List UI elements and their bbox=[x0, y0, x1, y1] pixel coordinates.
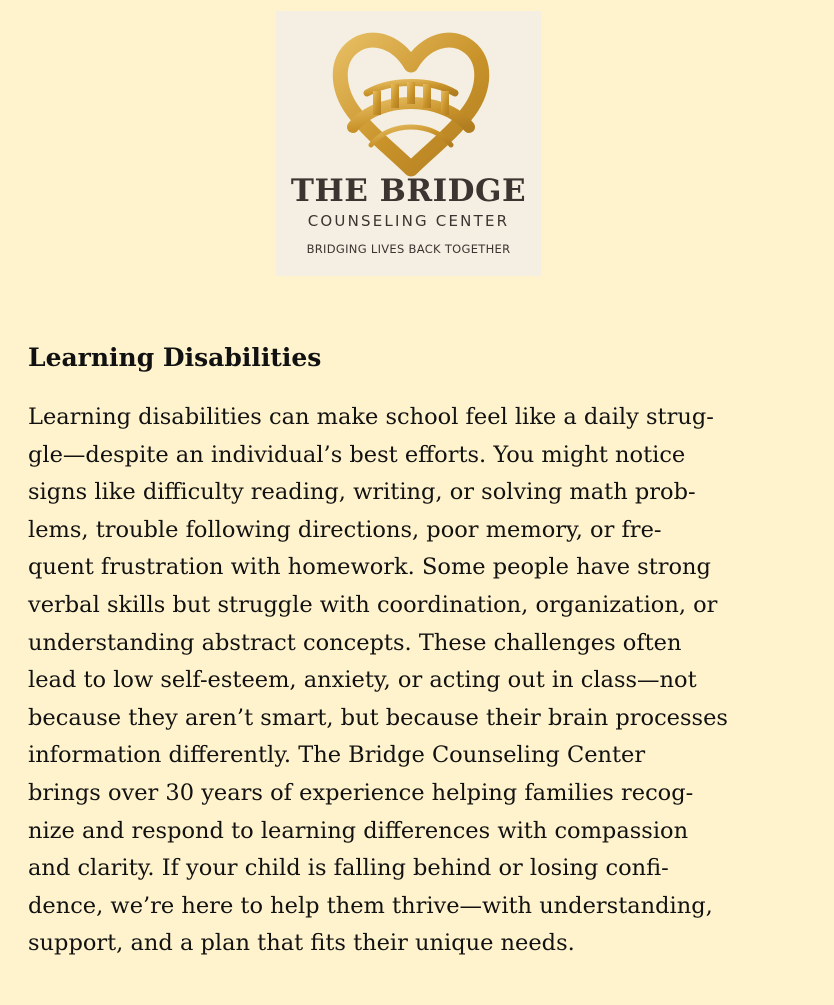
body-line: because they aren’t smart, but because their brain processes bbox=[28, 704, 728, 731]
body-line: dence, we’re here to help them thrive—with understanding, bbox=[28, 892, 713, 919]
body-line: understanding abstract concepts. These challenges often bbox=[28, 629, 682, 656]
article-body bbox=[28, 399, 818, 963]
body-line: gle—despite an individual’s best efforts. You might notice bbox=[28, 441, 686, 468]
body-line: Learning disabilities can make school feel like a daily strug- bbox=[28, 404, 714, 430]
logo-subtitle: COUNSELING CENTER bbox=[307, 212, 510, 230]
body-line: quent frustration with homework. Some people have strong bbox=[28, 554, 711, 581]
body-line: nize and respond to learning differences with compassion bbox=[28, 817, 689, 844]
page-title: Learning Disabilities bbox=[28, 343, 322, 372]
body-line: signs like difficulty reading, writing, or solving math prob- bbox=[28, 479, 696, 506]
body-line: and clarity. If your child is falling behind or losing confi- bbox=[28, 855, 669, 882]
heart-bridge-icon bbox=[331, 29, 491, 179]
body-line: information differently. The Bridge Counseling Center bbox=[28, 742, 646, 769]
body-line: support, and a plan that fits their unique needs. bbox=[28, 930, 575, 957]
logo-tagline: BRIDGING LIVES BACK TOGETHER bbox=[306, 242, 511, 256]
body-line: brings over 30 years of experience helping families recog- bbox=[28, 779, 694, 806]
body-line: verbal skills but struggle with coordination, organization, or bbox=[28, 591, 718, 618]
body-line: lead to low self-esteem, anxiety, or acting out in class—not bbox=[28, 667, 697, 694]
logo bbox=[276, 11, 541, 276]
logo-title: THE BRIDGE bbox=[290, 173, 527, 209]
body-line: lems, trouble following directions, poor memory, or fre- bbox=[28, 516, 662, 543]
